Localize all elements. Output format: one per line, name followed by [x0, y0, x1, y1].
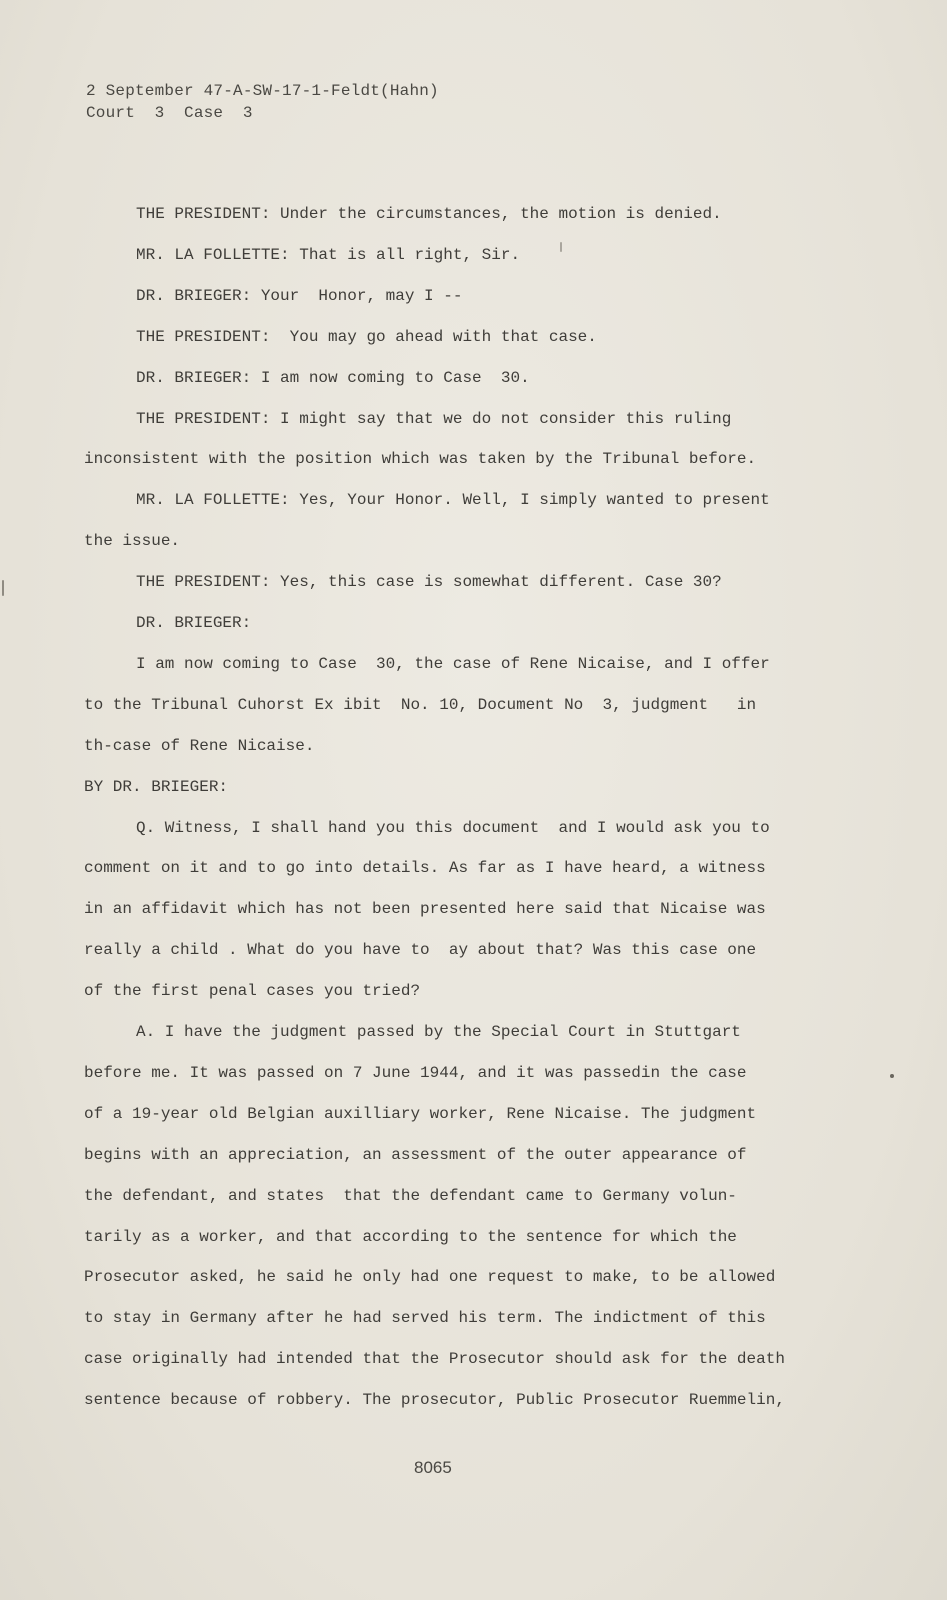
- transcript-line: Prosecutor asked, he said he only had one request to make, to be allowed: [84, 1268, 776, 1287]
- transcript-line: THE PRESIDENT: Yes, this case is somewhat different. Case 30?: [136, 573, 722, 592]
- transcript-line: inconsistent with the position which was taken by the Tribunal before.: [84, 450, 757, 469]
- transcript-line: of the first penal cases you tried?: [84, 982, 421, 1001]
- speck-mark: [2, 580, 4, 596]
- transcript-line: sentence because of robbery. The prosecutor, Public Prosecutor Ruemmelin,: [84, 1391, 785, 1410]
- transcript-line: comment on it and to go into details. As far as I have heard, a witness: [84, 859, 766, 878]
- transcript-line: case originally had intended that the Prosecutor should ask for the death: [84, 1350, 785, 1369]
- speck-mark: [890, 1074, 894, 1078]
- transcript-line: DR. BRIEGER: I am now coming to Case 30.: [136, 368, 530, 387]
- transcript-line: MR. LA FOLLETTE: That is all right, Sir.: [136, 245, 521, 264]
- document-header: [86, 80, 439, 124]
- transcript-line: before me. It was passed on 7 June 1944, and it was passedin the case: [84, 1063, 747, 1082]
- transcript-line: to the Tribunal Cuhorst Ex ibit No. 10, Document No 3, judgment in: [84, 695, 757, 714]
- transcript-line: THE PRESIDENT: You may go ahead with that case.: [136, 327, 597, 346]
- transcript-line: A. I have the judgment passed by the Special Court in Stuttgart: [136, 1023, 741, 1041]
- transcript-line: BY DR. BRIEGER:: [84, 777, 229, 796]
- transcript-line: THE PRESIDENT: Under the circumstances, the motion is denied.: [136, 205, 722, 223]
- transcript-line: MR. LA FOLLETTE: Yes, Your Honor. Well, I simply wanted to present: [136, 491, 770, 510]
- transcript-line: th-case of Rene Nicaise.: [84, 736, 315, 755]
- transcript-line: tarily as a worker, and that according to the sentence for which the: [84, 1227, 737, 1246]
- transcript-line: to stay in Germany after he had served his term. The indictment of this: [84, 1309, 766, 1328]
- transcript-line: really a child . What do you have to ay about that? Was this case one: [84, 941, 757, 960]
- transcript-line: the defendant, and states that the defendant came to Germany volun-: [84, 1186, 737, 1205]
- transcript-line: THE PRESIDENT: I might say that we do not consider this ruling: [136, 409, 732, 428]
- transcript-line: of a 19-year old Belgian auxilliary worker, Rene Nicaise. The judgment: [84, 1104, 757, 1123]
- transcript-line: in an affidavit which has not been presented here said that Nicaise was: [84, 900, 766, 919]
- transcript-line: I am now coming to Case 30, the case of Rene Nicaise, and I offer: [136, 654, 770, 673]
- speck-mark: [560, 242, 562, 252]
- transcript-line: DR. BRIEGER: Your Honor, may I --: [136, 286, 463, 305]
- page-number: 8065: [414, 1458, 452, 1477]
- transcript-line: Q. Witness, I shall hand you this document and I would ask you to: [136, 818, 770, 837]
- transcript-line: DR. BRIEGER:: [136, 614, 252, 632]
- transcript-line: begins with an appreciation, an assessment of the outer appearance of: [84, 1145, 747, 1164]
- transcript-line: the issue.: [84, 532, 181, 551]
- header-court-case: Court 3 Case 3: [86, 104, 253, 122]
- header-date-reference: 2 September 47-A-SW-17-1-Feldt(Hahn): [86, 82, 439, 100]
